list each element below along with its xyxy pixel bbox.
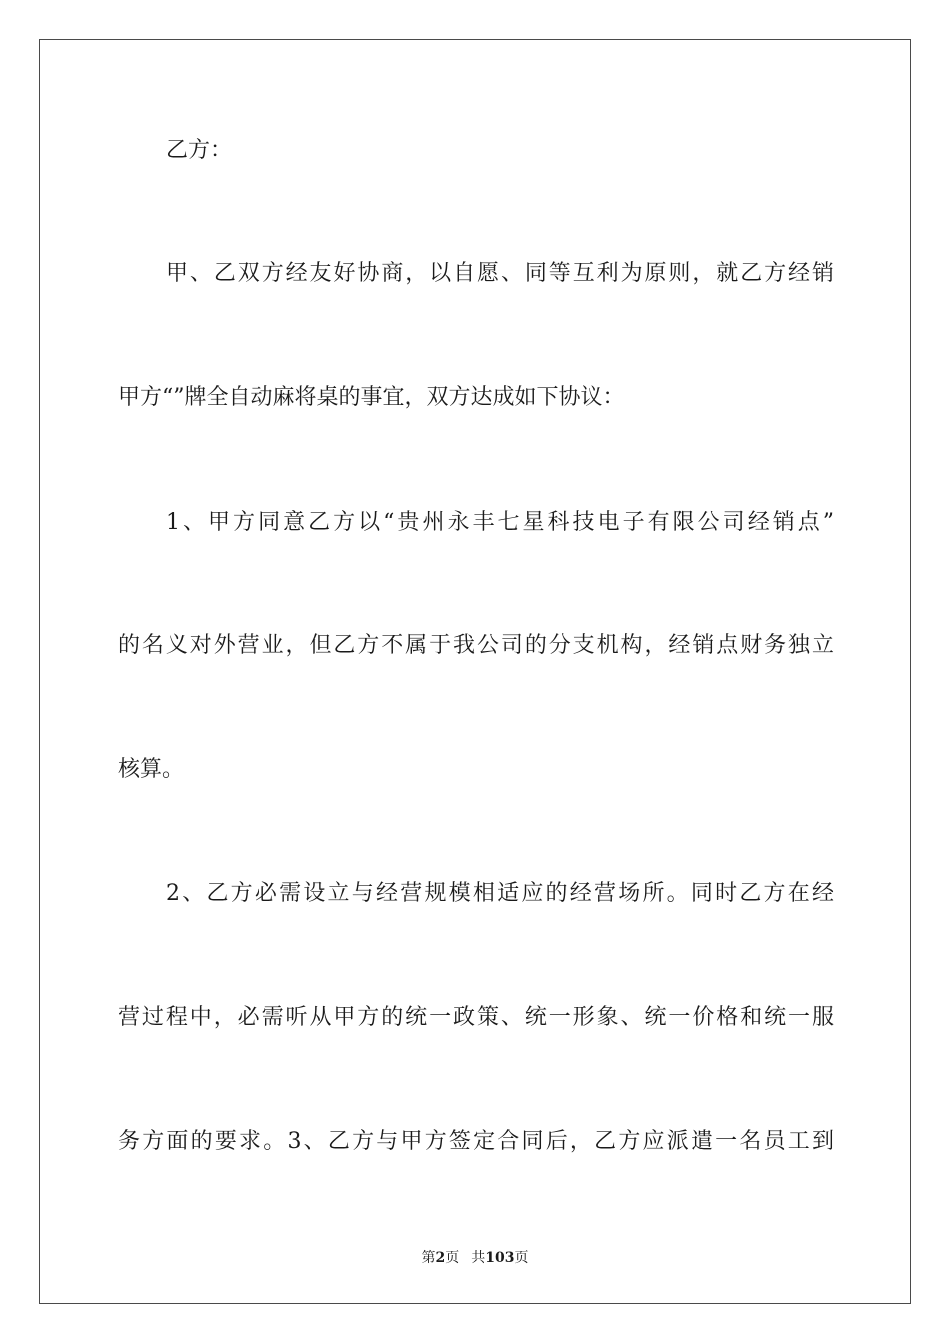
footer-page-number: 2	[435, 1250, 446, 1266]
text-line-7: 2、乙方必需设立与经营规模相适应的经营场所。同时乙方在经	[166, 881, 834, 906]
text-line-4: 1、甲方同意乙方以“贵州永丰七星科技电子有限公司经销点”	[166, 510, 834, 535]
page-border	[39, 39, 911, 1304]
text-line-9: 务方面的要求。3、乙方与甲方签定合同后，乙方应派遣一名员工到	[118, 1129, 834, 1154]
page-footer	[0, 1248, 950, 1268]
footer-total-suffix: 页	[514, 1250, 529, 1266]
text-line-6: 核算。	[118, 757, 185, 782]
footer-total-prefix: 共	[471, 1250, 486, 1266]
text-line-2: 甲、乙双方经友好协商，以自愿、同等互利为原则，就乙方经销	[166, 261, 834, 286]
footer-page-prefix: 第	[421, 1250, 436, 1266]
text-line-5: 的名义对外营业，但乙方不属于我公司的分支机构，经销点财务独立	[118, 633, 834, 658]
text-line-1: 乙方：	[166, 138, 233, 163]
footer-total-pages: 103	[485, 1250, 515, 1266]
text-line-3: 甲方“”牌全自动麻将桌的事宜，双方达成如下协议：	[118, 385, 625, 410]
footer-page-suffix: 页	[445, 1250, 460, 1266]
text-line-8: 营过程中，必需听从甲方的统一政策、统一形象、统一价格和统一服	[118, 1005, 834, 1030]
